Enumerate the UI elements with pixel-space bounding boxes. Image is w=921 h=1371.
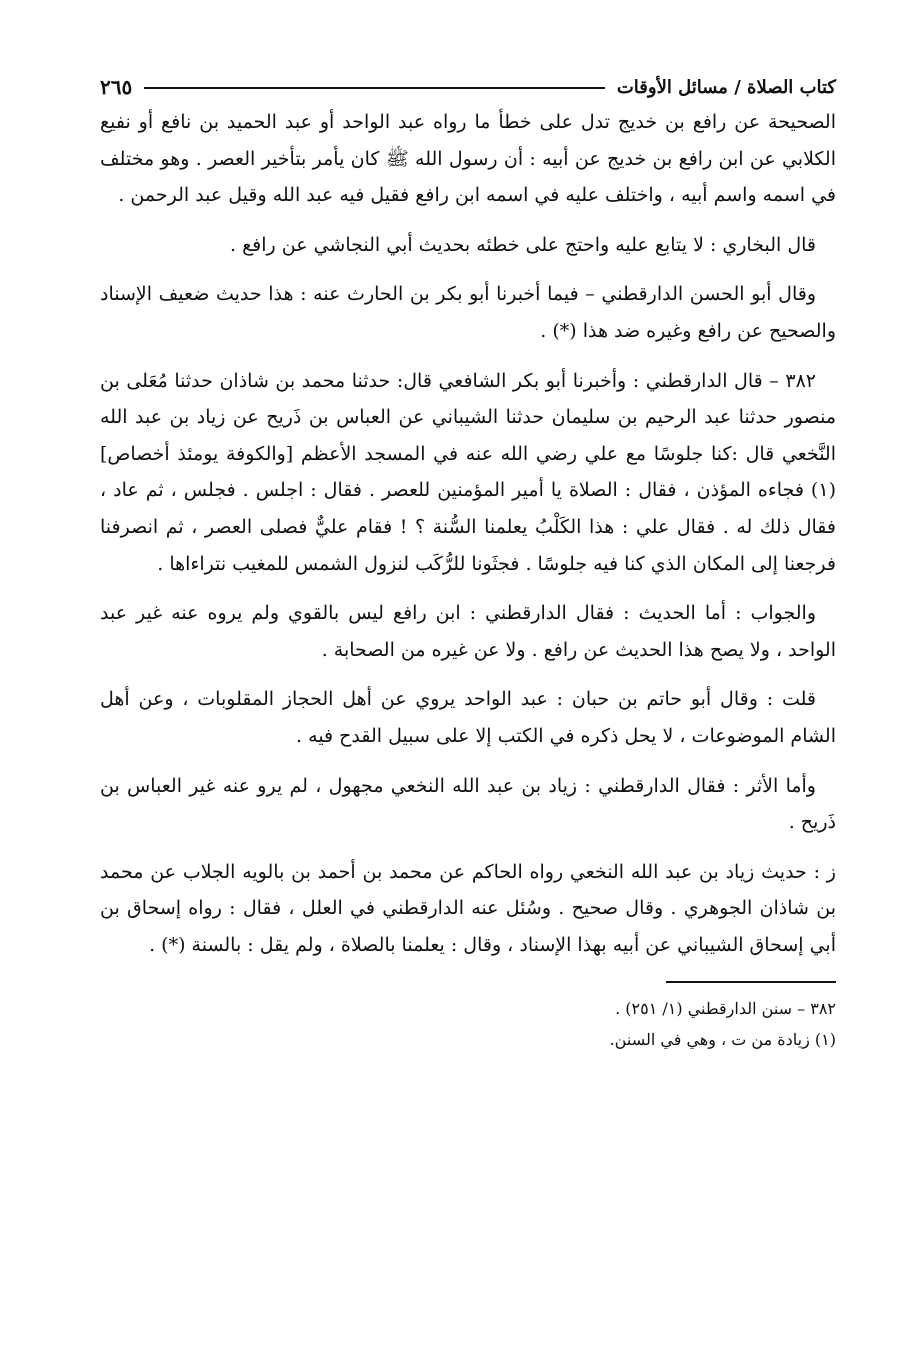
paragraph-3: وقال أبو الحسن الدارقطني – فيما أخبرنا أبو بكر بن الحارث عنه : هذا حديث ضعيف الإسناد والصحيح عن رافع وغيره ضد هذا (*) . (100, 283, 836, 342)
running-header (100, 70, 836, 104)
paragraph-8: ز : حديث زياد بن عبد الله النخعي رواه الحاكم عن محمد بن أحمد بن بالويه الجلاب عن محمد بن شاذان الجوهري . وقال صحيح . وسُئل عنه الدارقطني في العلل ، فقال : رواه إسحاق بن أبي إسحاق الشيباني عن أبيه بهذا الإسناد ، وقال : يعلمنا بالصلاة ، ولم يقل : بالسنة (*) . (100, 860, 836, 956)
main-text (100, 104, 836, 963)
paragraph-7: وأما الأثر : فقال الدارقطني : زياد بن عبد الله النخعي مجهول ، لم يرو عنه غير العباس بن ذَريح . (100, 774, 836, 834)
paragraph-2: قال البخاري : لا يتابع عليه واحتج على خطئه بحديث أبي النجاشي عن رافع . (229, 233, 816, 256)
page-number: ٢٦٥ (100, 75, 133, 99)
footnote-separator (666, 981, 836, 983)
document-page (100, 70, 836, 1330)
paragraph-4: ٣٨٢ – قال الدارقطني : وأخبرنا أبو بكر الشافعي قال: حدثنا محمد بن شاذان حدثنا مُعَلى بن منصور حدثنا عبد الرحيم بن سليمان حدثنا الشيباني عن العباس بن ذَريح عن زياد بن عبد الله النَّخعي قال :كنا جلوسًا مع علي رضي الله عنه في المسجد الأعظم [والكوفة يومئذ أخصاص] (١) فجاءه المؤذن ، فقال : الصلاة يا أمير المؤمنين للعصر . فقال : اجلس . فجلس ، ثم عاد ، فقال ذلك له . فقال علي : هذا الكَلْبُ يعلمنا السُّنة ؟ ! فقام عليٌّ فصلى العصر ، ثم انصرفنا فرجعنا إلى المكان الذي كنا فيه جلوسًا . فجثَونا للرُّكَب لنزول الشمس للمغيب نتراءاها . (100, 369, 836, 575)
paragraph-1: الصحيحة عن رافع بن خديج تدل على خطأ ما رواه عبد الواحد أو عبد الحميد بن نافع أو نفيع الكلابي عن ابن رافع بن خديج عن أبيه : أن رسول الله ﷺ كان يأمر بتأخير العصر . وهو مختلف في اسمه واسم أبيه ، واختلف عليه في اسمه ابن رافع فقيل فيه عبد الله وقيل عبد الرحمن . (100, 111, 836, 207)
footnote-2: (١) زيادة من ت ، وهي في السنن. (609, 1030, 836, 1050)
footnotes (100, 993, 836, 1055)
paragraph-6: قلت : وقال أبو حاتم بن حبان : عبد الواحد يروي عن أهل الحجاز المقلوبات ، وعن أهل الشام الموضوعات ، لا يحل ذكره في الكتب إلا على سبيل القدح فيه . (100, 688, 836, 747)
footnote-1: ٣٨٢ – سنن الدارقطني (١/ ٢٥١) . (615, 999, 836, 1019)
header-title: كتاب الصلاة / مسائل الأوقات (616, 76, 836, 98)
paragraph-5: والجواب : أما الحديث : فقال الدارقطني : ابن رافع ليس بالقوي ولم يروه عنه غير عبد الواحد ، ولا يصح هذا الحديث عن رافع . ولا عن غيره من الصحابة . (100, 602, 836, 661)
header-rule (144, 87, 605, 89)
